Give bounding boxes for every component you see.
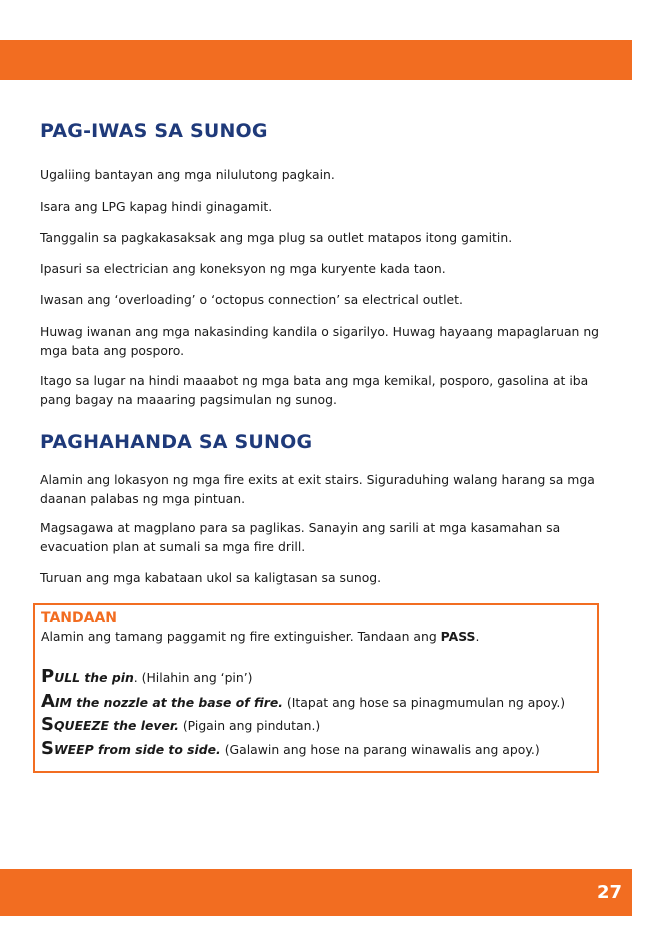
pass-step-aim: AIM the nozzle at the base of fire. (Itapat ang hose sa pinagmumulan ng apoy.) xyxy=(41,691,566,712)
page-number: 27 xyxy=(596,882,622,903)
tandaan-intro: Alamin ang tamang paggamit ng fire extinguisher. Tandaan ang PASS. xyxy=(41,629,480,644)
tandaan-title: TANDAAN xyxy=(41,610,118,626)
prevention-item: Itago sa lugar na hindi maaabot ng mga bata ang mga kemikal, posporo, gasolina at iba pang bagay na maaaring pagsimulan ng sunog. xyxy=(40,373,589,407)
pass-step-squeeze: SQUEEZE the lever. (Pigain ang pindutan.) xyxy=(41,714,321,735)
section-title-paghahanda: PAGHAHANDA SA SUNOG xyxy=(40,431,313,453)
pass-step-sweep: SWEEP from side to side. (Galawin ang hose na parang winawalis ang apoy.) xyxy=(41,738,540,759)
prevention-item: Huwag iwanan ang mga nakasinding kandila o sigarilyo. Huwag hayaang mapaglaruan ng mga bata ang posporo. xyxy=(40,324,600,358)
pass-acronym: PASS xyxy=(440,629,476,644)
tandaan-box xyxy=(33,603,599,773)
preparedness-item: Alamin ang lokasyon ng mga fire exits at exit stairs. Siguraduhing walang harang sa mga daanan palabas ng mga pintuan. xyxy=(40,472,595,506)
prevention-item: Ipasuri sa electrician ang koneksyon ng mga kuryente kada taon. xyxy=(40,261,446,276)
preparedness-item: Magsagawa at magplano para sa paglikas. Sanayin ang sarili at mga kasamahan sa evacuation plan at sumali sa mga fire drill. xyxy=(40,520,561,554)
prevention-item: Ugaliing bantayan ang mga nilulutong pagkain. xyxy=(40,167,335,182)
preparedness-item: Turuan ang mga kabataan ukol sa kaligtasan sa sunog. xyxy=(40,570,382,585)
top-orange-band xyxy=(0,40,632,80)
pass-step-pull: PULL the pin. (Hilahin ang ‘pin’) xyxy=(41,666,253,687)
prevention-item: Tanggalin sa pagkakasaksak ang mga plug sa outlet matapos itong gamitin. xyxy=(40,230,513,245)
prevention-item: Iwasan ang ‘overloading’ o ‘octopus connection’ sa electrical outlet. xyxy=(40,292,463,307)
bottom-orange-band xyxy=(0,869,632,916)
section-title-pag-iwas: PAG-IWAS SA SUNOG xyxy=(40,120,268,142)
prevention-item: Isara ang LPG kapag hindi ginagamit. xyxy=(40,199,273,214)
